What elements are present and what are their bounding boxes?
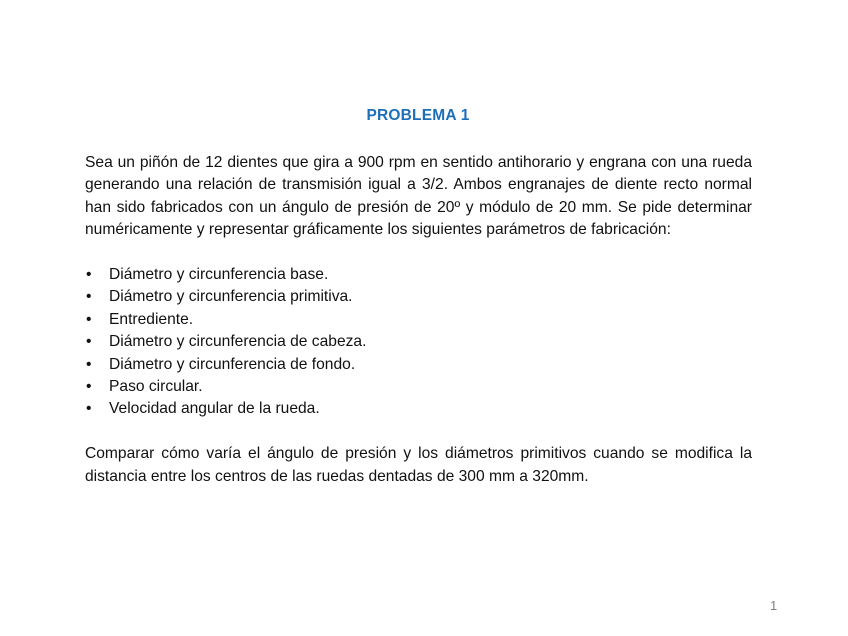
list-item (85, 331, 752, 353)
list-item-text: Diámetro y circunferencia de cabeza. (109, 333, 367, 351)
list-item (85, 309, 752, 331)
list-item (85, 264, 752, 286)
parameter-list (85, 264, 752, 421)
spacer (85, 242, 752, 264)
list-item-text: Entrediente. (109, 310, 194, 328)
page-number: 1 (770, 598, 778, 613)
list-item (85, 398, 752, 420)
list-item (85, 376, 752, 398)
closing-paragraph: Comparar cómo varía el ángulo de presión y los diámetros primitivos cuando se modifica la distancia entre los centros de las ruedas dentadas de 300 mm a 320mm. (85, 445, 752, 485)
list-item-text: Diámetro y circunferencia primitiva. (109, 288, 353, 306)
bullet-icon: • (86, 355, 92, 373)
spacer (85, 421, 752, 443)
list-item-text: Diámetro y circunferencia de fondo. (109, 355, 356, 373)
bullet-icon: • (86, 333, 92, 351)
bullet-icon: • (86, 377, 92, 395)
intro-paragraph: Sea un piñón de 12 dientes que gira a 900 rpm en sentido antihorario y engrana con una rueda generando una relación de transmisión igual a 3/2. Ambos engranajes de diente recto normal han sido fabricados con un ángulo de presión de 20º y módulo de 20 mm. Se pide determinar numéricamente y representar gráficamente los siguientes parámetros de fabricación: (85, 154, 752, 239)
bullet-icon: • (86, 288, 92, 306)
bullet-icon: • (86, 310, 92, 328)
bullet-icon: • (86, 400, 92, 418)
problem-title: PROBLEMA 1 (366, 107, 470, 124)
problem-content (85, 152, 752, 488)
list-item-text: Velocidad angular de la rueda. (109, 400, 320, 418)
list-item (85, 286, 752, 308)
bullet-icon: • (86, 266, 92, 284)
list-item-text: Paso circular. (109, 377, 203, 395)
list-item (85, 354, 752, 376)
list-item-text: Diámetro y circunferencia base. (109, 266, 329, 284)
